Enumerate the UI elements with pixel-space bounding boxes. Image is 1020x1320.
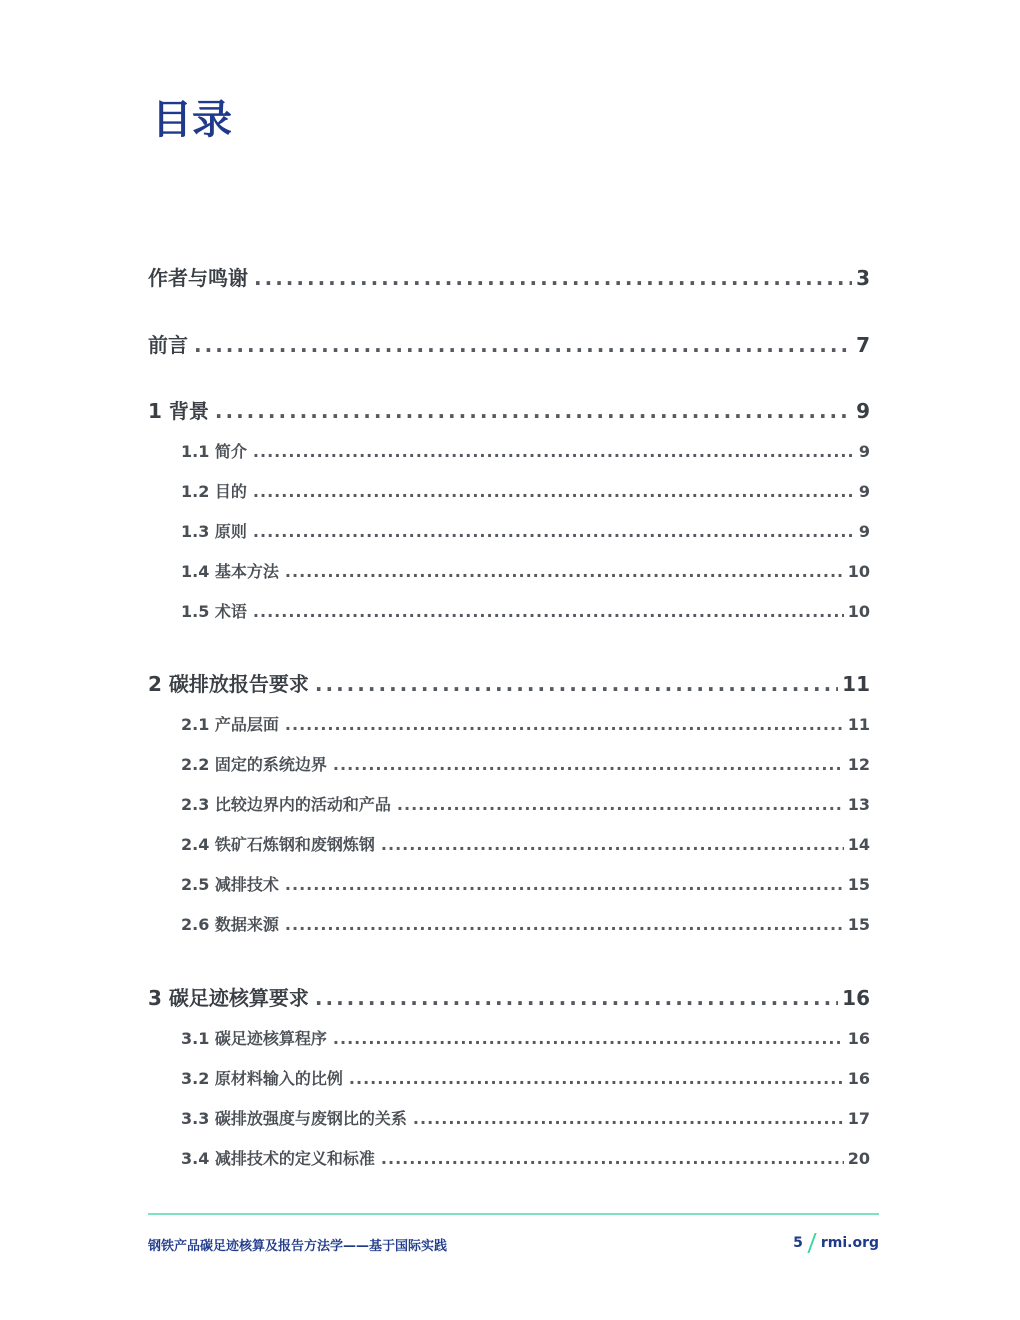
toc-dot-leader xyxy=(253,602,844,621)
toc-dot-leader xyxy=(215,399,852,423)
toc-entry-label: 2.1 产品层面 xyxy=(181,715,279,734)
toc-page-number: 16 xyxy=(842,986,870,1010)
toc-entry-1-2[interactable] xyxy=(181,479,870,502)
toc-dot-leader xyxy=(194,333,852,357)
toc-page-number: 10 xyxy=(847,602,870,621)
toc-dot-leader xyxy=(333,1029,844,1048)
toc-entry-acknowledgements[interactable] xyxy=(148,262,870,291)
toc-page-number: 9 xyxy=(858,482,870,501)
toc-dot-leader xyxy=(381,835,844,854)
toc-entry-1-3[interactable] xyxy=(181,519,870,542)
toc-entry-label: 3 碳足迹核算要求 xyxy=(148,986,309,1010)
toc-entry-chapter-3[interactable] xyxy=(148,982,870,1011)
toc-entry-label: 2.5 减排技术 xyxy=(181,875,279,894)
toc-page-number: 9 xyxy=(858,522,870,541)
toc-entry-label: 2.3 比较边界内的活动和产品 xyxy=(181,795,391,814)
toc-entry-2-6[interactable] xyxy=(181,912,870,935)
toc-entry-label: 1 背景 xyxy=(148,399,209,423)
toc-page-number: 11 xyxy=(847,715,870,734)
page-title: 目录 xyxy=(152,97,232,143)
toc-dot-leader xyxy=(285,875,844,894)
toc-entry-2-2[interactable] xyxy=(181,752,870,775)
toc-entry-3-2[interactable] xyxy=(181,1066,870,1089)
slash-divider-icon xyxy=(807,1233,816,1253)
toc-entry-1-4[interactable] xyxy=(181,559,870,582)
toc-page-number: 16 xyxy=(847,1029,870,1048)
toc-dot-leader xyxy=(254,266,852,290)
footer-page-info xyxy=(793,1233,879,1253)
toc-page-number: 17 xyxy=(847,1109,870,1128)
toc-entry-2-5[interactable] xyxy=(181,872,870,895)
toc-entry-3-4[interactable] xyxy=(181,1146,870,1169)
toc-dot-leader xyxy=(381,1149,844,1168)
toc-dot-leader xyxy=(349,1069,844,1088)
toc-dot-leader xyxy=(397,795,844,814)
toc-entry-chapter-2[interactable] xyxy=(148,668,870,697)
toc-entry-label: 1.1 简介 xyxy=(181,442,247,461)
toc-entry-label: 3.4 减排技术的定义和标准 xyxy=(181,1149,375,1168)
toc-entry-2-3[interactable] xyxy=(181,792,870,815)
toc-dot-leader xyxy=(413,1109,844,1128)
toc-entry-3-1[interactable] xyxy=(181,1026,870,1049)
toc-entry-label: 前言 xyxy=(148,333,188,357)
toc-page-number: 15 xyxy=(847,875,870,894)
toc-entry-label: 作者与鸣谢 xyxy=(148,266,248,290)
toc-page-number: 11 xyxy=(842,672,870,696)
toc-page-number: 10 xyxy=(847,562,870,581)
toc-dot-leader xyxy=(315,672,838,696)
footer-site-link[interactable]: rmi.org xyxy=(820,1235,879,1251)
toc-page-number: 7 xyxy=(856,333,870,357)
toc-page-number: 9 xyxy=(856,399,870,423)
toc-entry-label: 3.3 碳排放强度与废钢比的关系 xyxy=(181,1109,407,1128)
toc-dot-leader xyxy=(315,986,838,1010)
toc-entry-3-3[interactable] xyxy=(181,1106,870,1129)
footer-document-title: 钢铁产品碳足迹核算及报告方法学——基于国际实践 xyxy=(148,1239,448,1254)
toc-dot-leader xyxy=(333,755,844,774)
toc-entry-label: 1.3 原则 xyxy=(181,522,247,541)
toc-entry-2-1[interactable] xyxy=(181,712,870,735)
toc-dot-leader xyxy=(285,715,844,734)
toc-entry-preface[interactable] xyxy=(148,329,870,358)
toc-page-number: 16 xyxy=(847,1069,870,1088)
toc-page-number: 14 xyxy=(847,835,870,854)
toc-page-number: 15 xyxy=(847,915,870,934)
footer-divider xyxy=(148,1213,879,1215)
toc-entry-label: 2 碳排放报告要求 xyxy=(148,672,309,696)
toc-entry-label: 1.4 基本方法 xyxy=(181,562,279,581)
toc-entry-label: 2.6 数据来源 xyxy=(181,915,279,934)
toc-entry-chapter-1[interactable] xyxy=(148,395,870,424)
toc-entry-label: 2.4 铁矿石炼钢和废钢炼钢 xyxy=(181,835,375,854)
toc-entry-label: 3.2 原材料输入的比例 xyxy=(181,1069,343,1088)
toc-entry-1-5[interactable] xyxy=(181,599,870,622)
toc-page-number: 20 xyxy=(847,1149,870,1168)
toc-dot-leader xyxy=(285,562,844,581)
toc-dot-leader xyxy=(253,522,855,541)
toc-page-number: 12 xyxy=(847,755,870,774)
toc-entry-label: 1.5 术语 xyxy=(181,602,247,621)
toc-entry-label: 2.2 固定的系统边界 xyxy=(181,755,327,774)
table-of-contents xyxy=(148,0,870,1320)
footer-page-number: 5 xyxy=(793,1235,803,1251)
toc-page-number: 3 xyxy=(856,266,870,290)
toc-dot-leader xyxy=(285,915,844,934)
toc-dot-leader xyxy=(253,442,855,461)
toc-entry-label: 3.1 碳足迹核算程序 xyxy=(181,1029,327,1048)
toc-dot-leader xyxy=(253,482,855,501)
toc-entry-1-1[interactable] xyxy=(181,439,870,462)
toc-page-number: 13 xyxy=(847,795,870,814)
toc-page-number: 9 xyxy=(858,442,870,461)
toc-entry-2-4[interactable] xyxy=(181,832,870,855)
toc-entry-label: 1.2 目的 xyxy=(181,482,247,501)
